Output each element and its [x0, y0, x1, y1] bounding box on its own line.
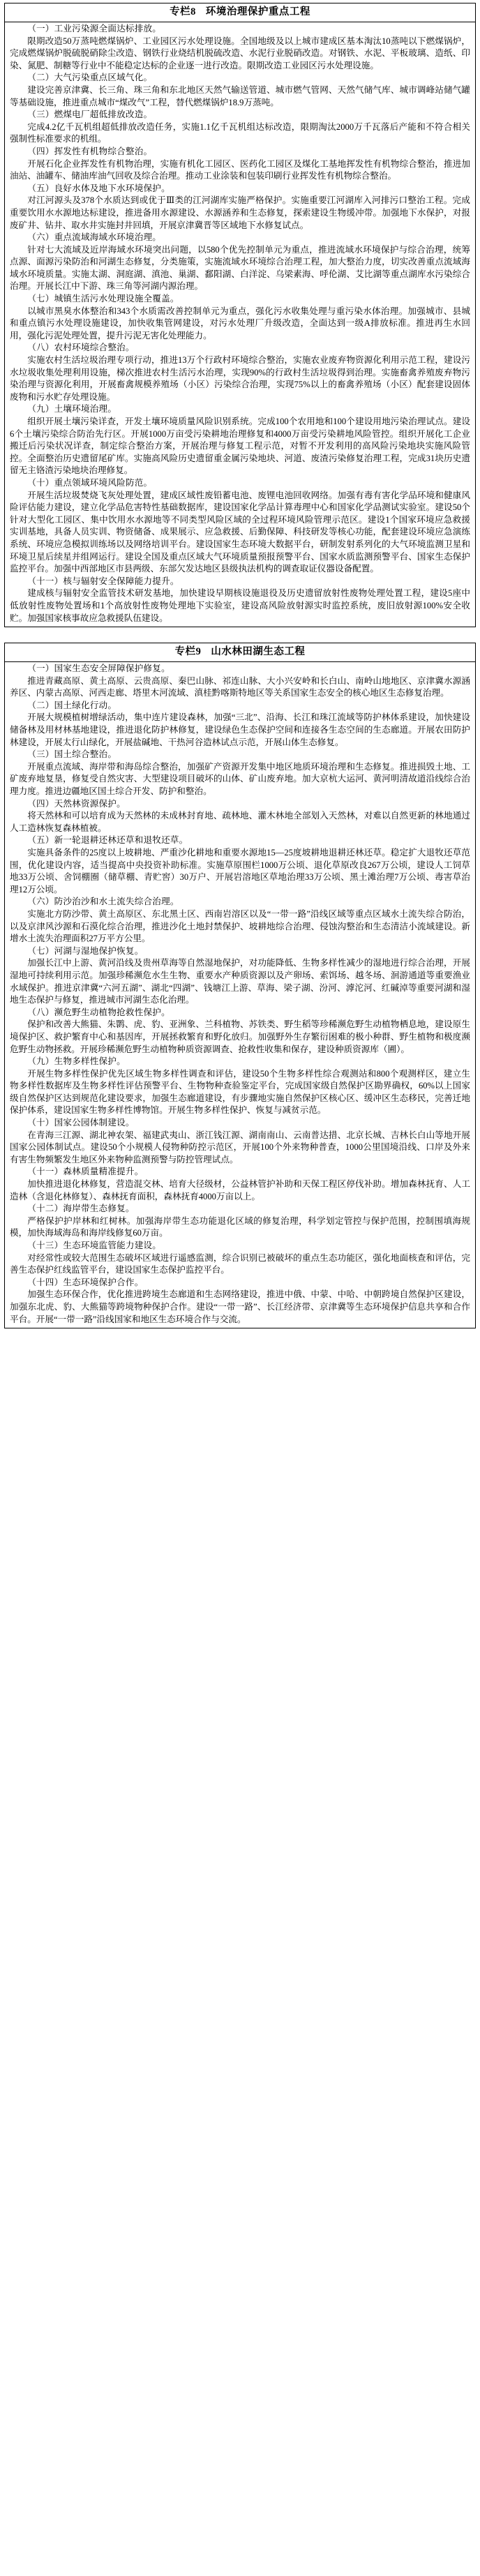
section-heading: （四）挥发性有机物综合整治。: [27, 146, 153, 156]
section-heading: （八）农村环境综合整治。: [27, 343, 135, 353]
box-8-title-label: 专栏8: [170, 6, 196, 17]
section-heading: （十三）生态环境监管能力建设。: [27, 1241, 162, 1250]
section-heading: （四）天然林资源保护。: [27, 798, 126, 809]
section-body: 开展石化企业挥发性有机物治理，实施有机化工园区、医药化工园区及煤化工基地挥发性有机物综合整治，推进加油站、油罐车、储油库油气回收及综合治理。推动工业涂装和包装印刷行业挥发性有机物综合整治。: [10, 158, 470, 181]
box-8-title: [5, 3, 475, 22]
section-heading: （九）生物多样性保护。: [27, 1056, 126, 1067]
section-heading: （二）国土绿化行动。: [27, 700, 117, 710]
section-body: 将天然林和可以培育成为天然林的未成林封育地、疏林地、灌木林地全部划入天然林，对难以自然更新的林地通过人工造林恢复森林植被。: [10, 811, 470, 833]
section-heading: （二）大气污染重点区域气化。: [27, 73, 153, 83]
section-body: 对经常性或较大范围生态破坏区域进行遥感监测，综合识别已被破坏的重点生态功能区，强化地面核查和评估，完善生态保护红线监管平台，建设国家生态保护监控平台。: [10, 1252, 470, 1275]
section-body: 开展重点流域、海岸带和海岛综合整治，加强矿产资源开发集中地区地质环境治理和生态修复。推进损毁土地、工矿废弃地复垦，修复受自然灾害、大型建设项目破坏的山体、矿山废弃地。加大京杭大运河、黄河明清故道沿线综合治理力度。推进边疆地区国土综合开发、防护和整治。: [10, 761, 470, 797]
section-heading: （一）国家生态安全屏障保护修复。: [27, 664, 170, 674]
section-body: 组织开展土壤污染详查，开发土壤环境质量风险识别系统。完成100个农用地和100个建设用地污染治理试点。建设6个土壤污染综合防治先行区。开展1000万亩受污染耕地治理修复和4000万亩受污染耕地风险管控。组织开展化工企业搬迁后污染状况详查，制定综合整治方案，开展治理与修复工程示范，对暂不开发利用的高风险污染地块实施风险管控。全面整治历史遗留尾矿库。实施高风险历史遗留重金属污染地块、河道、废渣污染修复治理工程，完成31块历史遗留无主铬渣污染地块治理修复。: [10, 417, 470, 476]
section-heading: （五）良好水体及地下水环境保护。: [27, 183, 170, 193]
section-heading: （七）城镇生活污水处理设施全覆盖。: [27, 294, 179, 304]
section-body: 开展生物多样性保护优先区域生物多样性调查和评估，建设50个生物多样性综合观测站和800个观测样区，建立生物多样性数据库及生物多样性评估预警平台、生物物种查验鉴定平台，完成国家级自然保护区勘界确权，60%以上国家级自然保护区达到规范化建设要求，加强生态廊道建设，有步骤地实施自然保护区核心区、缓冲区生态移民，完善迁地保护体系，建设国家生物多样性博物馆。开展生物多样性保护、恢复与减贫示范。: [10, 1068, 470, 1116]
section-heading: （十）国家公园体制建设。: [27, 1118, 135, 1128]
section-body: 保护和改善大熊猫、朱鹮、虎、豹、亚洲象、兰科植物、苏铁类、野生稻等珍稀濒危野生动植物栖息地，建设原生境保护区、救护繁育中心和基因库，开展拯救繁育和野化放归。加强野外生存繁衍困难的极小种群、野生植物和极度濒危野生动物拯救。开展珍稀濒危野生动植物种质资源调查、抢救性收集和保存，建设种质资源库（圃）。: [10, 1019, 470, 1054]
section-body: 加强生态环保合作，优化推进跨境生态廊道和生态网络建设，推进中俄、中蒙、中哈、中朝跨境自然保护区建设，加强东北虎、豹、大熊猫等跨境物种保护合作。建设“一带一路”、长江经济带、京津冀等生态环境保护信息共享和合作平台。开展“一带一路”沿线国家和地区生态环境合作与交流。: [10, 1289, 470, 1324]
section-heading: （九）土壤环境治理。: [27, 404, 117, 414]
section-body: 完成4.2亿千瓦机组超低排放改造任务，实施1.1亿千瓦机组达标改造，限期淘汰2000万千瓦落后产能和不符合相关强制性标准要求的机组。: [10, 121, 470, 144]
section-heading: （六）重点流域海域水环境治理。: [27, 232, 162, 243]
box-9-title-label: 专栏9: [174, 646, 202, 658]
box-8-title-text: 环境治理保护重点工程: [205, 6, 310, 17]
section-heading: （十二）海岸带生态修复。: [27, 1204, 135, 1214]
section-body: 以城市黑臭水体整治和343个水质需改善控制单元为重点，强化污水收集处理与重污染水体治理。加强城市、县城和重点镇污水处理设施建设，加快收集管网建设，对污水处理厂升级改造，全面达到一级A排放标准。推进再生水回用，强化污泥处理处置，提升污泥无害化处理能力。: [10, 306, 470, 340]
section-body: 推进青藏高原、黄土高原、云贵高原、秦巴山脉、祁连山脉、大小兴安岭和长白山、南岭山地地区、京津冀水源涵养区、内蒙古高原、河西走廊、塔里木河流域、滇桂黔喀斯特地区等关系国家生态安全的核心地区生态修复治理。: [10, 675, 470, 698]
section-heading: （十一）核与辐射安全保障能力提升。: [27, 576, 179, 586]
section-heading: （六）防沙治沙和水土流失综合治理。: [27, 897, 179, 907]
section-body: 实施农村生活垃圾治理专项行动，推进13万个行政村环境综合整治，实施农业废弃物资源化利用示范工程，建设污水垃圾收集处理利用设施，梯次推进农村生活污水治理，实现90%的行政村生活垃圾得到治理。实施畜禽养殖废弃物污染治理与资源化利用，开展畜禽规模养殖场（小区）污染综合治理，实现75%以上的畜禽养殖场（小区）配套建设固体废物和污水贮存处理设施。: [10, 355, 470, 402]
section-heading: （三）燃煤电厂超低排放改造。: [27, 110, 153, 120]
section-body: 开展大规模植树增绿活动，集中连片建设森林，加强“三北”、沿海、长江和珠江流域等防护林体系建设，加快建设储备林及用材林基地建设，推进退化防护林修复，建设绿色生态保护空间和连接各生态空间的生态廊道。开展农田防护林建设，开展太行山绿化，开展盐碱地、干热河谷造林试点示范，开展山体生态修复。: [10, 712, 470, 747]
section-body: 加强长江中上游、黄河沿线及贵州草海等自然湿地保护，对功能降低、生物多样性减少的湿地进行综合治理，开展湿地可持续利用示范。加强珍稀濒危水生生物、重要水产种质资源以及产卵场、索饵场、越冬场、洄游通道等重要渔业水域保护。推进京津冀“六河五湖”、湖北“四湖”、钱塘江上游、草海、梁子湖、汾河、滹沱河、红碱淖等重要河湖和湿地生态保护与修复，推进城市河湖生态化治理。: [10, 958, 470, 1005]
section-heading: （三）国土综合整治。: [27, 749, 117, 760]
section-body: 建成核与辐射安全监管技术研发基地，加快建设早期核设施退役及历史遗留放射性废物处理处置工程，建设5座中低放射性废物处置场和1个高放射性废物处理地下实验室，建设高风险放射源实时监控系统，废旧放射源100%安全收贮。加强国家核事故应急救援队伍建设。: [10, 588, 470, 623]
section-heading: （十）重点领域环境风险防范。: [27, 477, 153, 488]
section-heading: （十四）生态环境保护合作。: [27, 1277, 144, 1287]
callout-box-9: [4, 643, 476, 1328]
section-body: 建设完善京津冀、长三角、珠三角和东北地区天然气输送管道、城市燃气管网、天然气储气库、城市调峰站储气罐等基础设施，推进重点城市“煤改气”工程，替代燃煤锅炉18.9万蒸吨。: [10, 84, 470, 107]
section-body: 开展生活垃圾焚烧飞灰处理处置，建成区域性废铅蓄电池、废锂电池回收网络。加强有毒有害化学品环境和健康风险评估能力建设，建立化学品危害特性基础数据库，建设国家化学品计算毒理中心和国家化学品测试实验室。建设50个针对大型化工园区、集中饮用水水源地等不同类型风险区域的全过程环境风险管理示范区。建设1个国家环境应急救援实训基地，具备人员实训、物资储备、成果展示、应急救援、后勤保障、科技研发等核心功能，配套建设环境应急演练系统、环境应急模拟训练场以及网络培训平台。建设国家生态环境大数据平台，研制发射系列化的大气环境监测卫星和环境卫星后续星并组网运行。建设全国及重点区域大气环境质量预报预警平台、国家水质监测预警平台、国家生态保护监控平台。加强中西部地区市县两级、东部欠发达地区县级执法机构的调查取证仪器设备配置。: [10, 490, 470, 574]
section-heading: （一）工业污染源全面达标排放。: [27, 24, 162, 33]
section-heading: （五）新一轮退耕还林还草和退牧还草。: [27, 835, 188, 846]
section-body: 对江河源头及378个水质达到或优于Ⅲ类的江河湖库实施严格保护。实施重要江河湖库入河排污口整治工程。完成重要饮用水水源地达标建设，推进备用水源建设、水源涵养和生态修复，探索建设生物缓冲带。加强地下水保护，对报废矿井、钻井、取水井实施封井回填，开展京津冀晋等区域地下水修复试点。: [10, 195, 470, 230]
box-9-title: [5, 643, 475, 662]
section-body: 严格保护护岸林和红树林。加强海岸带生态功能退化区域的修复治理，科学划定管控与保护范围，控制围填海规模，加快海域海岛和海岸线修复60万亩。: [10, 1215, 470, 1238]
section-body: 实施具备条件的25度以上坡耕地、严重沙化耕地和重要水源地15—25度坡耕地退耕还林还草。稳定扩大退牧还草范围，优化建设内容，适当提高中央投资补助标准。实施草原围栏1000万公顷、退化草原改良267万公顷，建设人工饲草地33万公顷、舍饲棚圈（储草棚、青贮窖）30万户、开展岩溶地区草地治理33万公顷、黑土滩治理7万公顷、毒害草治理12万公顷。: [10, 848, 470, 894]
box-8-body: [5, 22, 475, 627]
section-body: 实施北方防沙带、黄土高原区、东北黑土区、西南岩溶区以及“一带一路”沿线区域等重点区域水土流失综合防治，以及京津风沙源和石漠化综合治理，推进沙化土地封禁保护、坡耕地综合治理、侵蚀沟整治和生态清洁小流域建设。新增水土流失治理面积27万平方公里。: [10, 908, 470, 944]
section-body: 加快推进退化林修复，营造混交林、培育大径级材，公益林管护补助和天保工程区停伐补助。增加森林抚育、人工造林（含退化林修复）、森林抚育面积，森林抚育4000万亩以上。: [10, 1179, 470, 1201]
section-body: 针对七大流域及近岸海域水环境突出问题，以580个优先控制单元为重点，推进流域水环境保护与综合治理，统筹点源、面源污染防治和河湖生态修复，分类施策，实施流域水环境综合治理工程，加大整治力度，切实改善重点流域海域水环境质量。实施太湖、洞庭湖、滇池、巢湖、鄱阳湖、白洋淀、乌梁素海、呼伦湖、艾比湖等重点湖库水污染综合治理。开展长江中下游、珠三角等河湖内源治理。: [10, 244, 470, 292]
section-body: 限期改造50万蒸吨燃煤锅炉、工业园区污水处理设施。全国地级及以上城市建成区基本淘汰10蒸吨以下燃煤锅炉，完成燃煤锅炉脱硫脱硝除尘改造、钢铁行业烧结机脱硫改造、水泥行业脱硝改造。对钢铁、水泥、平板玻璃、造纸、印染、氮肥、制糖等行业中不能稳定达标的企业逐一进行改造。限期改造工业园区污水处理设施。: [10, 36, 470, 70]
box-9-body: [5, 662, 475, 1328]
section-heading: （八）濒危野生动植物抢救性保护。: [27, 1007, 170, 1017]
box-9-title-text: 山水林田湖生态工程: [211, 646, 306, 658]
callout-box-8: [4, 3, 476, 627]
section-body: 在青海三江源、湖北神农架、福建武夷山、浙江钱江源、湖南南山、云南普达措、北京长城、吉林长白山等地开展国家公园体制试点。建设50个小规模人侵物种防控示范区，开展100个外来物种普查，1000公里国境沿线、口岸及外来有害生物频繁发生地区外来物种监测预警与防控管理试点。: [10, 1130, 470, 1165]
section-heading: （七）河湖与湿地保护恢复。: [27, 945, 144, 956]
section-heading: （十一）森林质量精准提升。: [27, 1167, 144, 1177]
